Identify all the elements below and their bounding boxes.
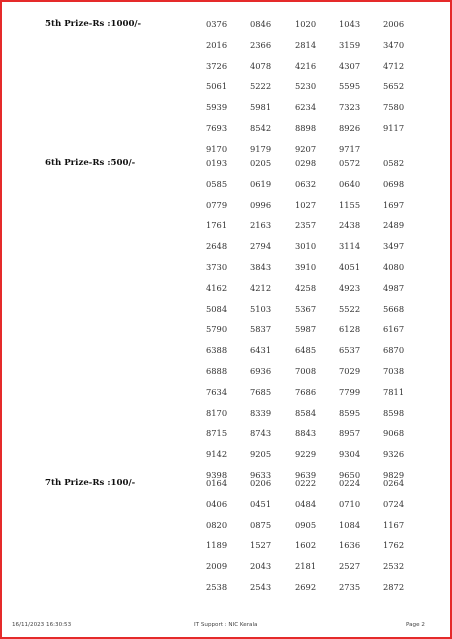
footer-timestamp: 16/11/2023 16:30:53 [12,622,72,628]
winning-number: 9068 [383,428,405,439]
winning-number: 5222 [250,81,272,92]
winning-number: 0820 [206,519,228,530]
number-row [2,345,450,365]
number-row [2,561,450,581]
winning-number: 0264 [383,478,405,488]
winning-number: 2543 [250,582,272,592]
winning-number: 0224 [339,478,361,488]
prize-title: 7th Prize-Rs :100/- [45,478,136,488]
winning-number: 3159 [339,39,361,50]
number-row [2,102,450,122]
winning-number: 3497 [383,241,405,252]
winning-number: 0724 [383,498,405,509]
winning-number: 5230 [295,81,317,92]
winning-number: 2794 [250,241,272,252]
winning-number: 0905 [295,519,317,530]
winning-number: 5103 [250,303,272,314]
winning-number: 7580 [383,102,405,113]
footer-page-number: Page 2 [406,622,425,628]
winning-number: 5367 [295,303,317,314]
winning-number: 3726 [206,60,228,71]
winning-number: 7634 [206,386,228,397]
winning-number: 3470 [383,39,405,50]
winning-number: 0406 [206,498,228,509]
number-row [2,158,450,178]
winning-number: 9142 [206,449,228,460]
winning-number: 4216 [295,60,317,71]
winning-number: 8542 [250,123,272,133]
winning-number: 9304 [339,449,361,460]
winning-number: 8595 [339,407,361,418]
winning-number: 1189 [206,540,228,551]
winning-number: 3910 [295,262,317,272]
winning-number: 0222 [295,478,317,488]
winning-number: 6870 [383,345,405,356]
winning-number: 0846 [250,19,272,29]
winning-number: 2006 [383,19,405,29]
winning-number: 8598 [383,407,405,418]
winning-number: 2357 [295,220,317,231]
winning-number: 2009 [206,561,228,572]
winning-number: 8957 [339,428,361,439]
number-row [2,304,450,324]
winning-number: 3843 [250,262,272,272]
number-row [2,540,450,560]
winning-number: 5061 [206,81,228,92]
winning-number: 2527 [339,561,361,572]
winning-number: 1761 [206,220,228,231]
winning-number: 2532 [383,561,405,572]
winning-number: 0632 [295,178,317,189]
number-row [2,408,450,428]
winning-number: 0640 [339,178,361,189]
winning-number: 7038 [383,366,405,376]
winning-number: 9650 [339,470,361,480]
winning-number: 6234 [295,102,317,113]
winning-number: 2648 [206,241,228,252]
winning-number: 8339 [250,407,272,418]
number-row [2,220,450,240]
winning-number: 6431 [250,345,272,356]
winning-number: 0710 [339,498,361,509]
winning-number: 6128 [339,324,361,335]
winning-number: 6936 [250,366,272,376]
winning-number: 0698 [383,178,405,189]
winning-number: 2489 [383,220,405,231]
winning-number: 0376 [206,19,228,29]
winning-number: 4712 [383,60,405,71]
number-row [2,499,450,519]
winning-number: 5790 [206,324,228,335]
number-row [2,520,450,540]
number-row [2,40,450,60]
winning-number: 8584 [295,407,317,418]
winning-number: 4051 [339,262,361,272]
number-row [2,283,450,303]
winning-number: 2538 [206,582,228,592]
winning-number: 0582 [383,158,405,168]
winning-number: 0451 [250,498,272,509]
number-row [2,387,450,407]
winning-number: 2163 [250,220,272,231]
winning-number: 0572 [339,158,361,168]
winning-number: 7008 [295,366,317,376]
winning-number: 5987 [295,324,317,335]
winning-number: 5522 [339,303,361,314]
winning-number: 2872 [383,582,405,592]
winning-number: 0779 [206,199,228,210]
winning-number: 6485 [295,345,317,356]
prize-title: 6th Prize-Rs :500/- [45,158,136,168]
winning-number: 8898 [295,123,317,133]
winning-number: 0298 [295,158,317,168]
winning-number: 7799 [339,386,361,397]
number-row [2,582,450,602]
winning-number: 2366 [250,39,272,50]
winning-number: 4212 [250,282,272,293]
winning-number: 9717 [339,143,361,154]
winning-number: 2735 [339,582,361,592]
winning-number: 0193 [206,158,228,168]
winning-number: 1027 [295,199,317,210]
winning-number: 9170 [206,143,228,154]
winning-number: 9829 [383,470,405,480]
winning-number: 7685 [250,386,272,397]
number-row [2,179,450,199]
winning-number: 9326 [383,449,405,460]
number-row [2,449,450,469]
winning-number: 0875 [250,519,272,530]
winning-number: 9398 [206,470,228,480]
winning-number: 0585 [206,178,228,189]
winning-number: 8715 [206,428,228,439]
winning-number: 7323 [339,102,361,113]
number-row [2,61,450,81]
prize-title: 5th Prize-Rs :1000/- [45,19,142,29]
winning-number: 0619 [250,178,272,189]
winning-number: 2043 [250,561,272,572]
winning-number: 4258 [295,282,317,293]
winning-number: 0206 [250,478,272,488]
winning-number: 2692 [295,582,317,592]
number-row [2,19,450,39]
number-row [2,262,450,282]
winning-number: 0996 [250,199,272,210]
winning-number: 7686 [295,386,317,397]
winning-number: 9117 [383,123,405,133]
winning-number: 1020 [295,19,317,29]
winning-number: 0164 [206,478,228,488]
winning-number: 9229 [295,449,317,460]
winning-number: 7693 [206,123,228,133]
winning-number: 4080 [383,262,405,272]
winning-number: 8926 [339,123,361,133]
winning-number: 5837 [250,324,272,335]
winning-number: 4307 [339,60,361,71]
winning-number: 1527 [250,540,272,551]
winning-number: 7811 [383,386,405,397]
winning-number: 1155 [339,199,361,210]
winning-number: 1762 [383,540,405,551]
winning-number: 6537 [339,345,361,356]
winning-number: 1167 [383,519,405,530]
winning-number: 4162 [206,282,228,293]
winning-number: 9179 [250,143,272,154]
winning-number: 8743 [250,428,272,439]
number-row [2,324,450,344]
number-row [2,428,450,448]
number-row [2,200,450,220]
winning-number: 4987 [383,282,405,293]
winning-number: 4078 [250,60,272,71]
winning-number: 1697 [383,199,405,210]
winning-number: 0484 [295,498,317,509]
winning-number: 5939 [206,102,228,113]
winning-number: 5981 [250,102,272,113]
winning-number: 9633 [250,470,272,480]
winning-number: 7029 [339,366,361,376]
winning-number: 3730 [206,262,228,272]
winning-number: 3010 [295,241,317,252]
winning-number: 9207 [295,143,317,154]
number-row [2,123,450,143]
winning-number: 9205 [250,449,272,460]
winning-number: 8170 [206,407,228,418]
number-row [2,81,450,101]
winning-number: 1636 [339,540,361,551]
winning-number: 2814 [295,39,317,50]
number-row [2,366,450,386]
winning-number: 5595 [339,81,361,92]
winning-number: 3114 [339,241,361,252]
winning-number: 2438 [339,220,361,231]
winning-number: 5668 [383,303,405,314]
winning-number: 1602 [295,540,317,551]
winning-number: 4923 [339,282,361,293]
winning-number: 2181 [295,561,317,572]
number-row [2,478,450,498]
winning-number: 1084 [339,519,361,530]
footer-support: IT Support : NIC Kerala [194,622,258,628]
winning-number: 1043 [339,19,361,29]
winning-number: 6167 [383,324,405,335]
number-row [2,241,450,261]
winning-number: 2016 [206,39,228,50]
winning-number: 0205 [250,158,272,168]
winning-number: 9639 [295,470,317,480]
winning-number: 6888 [206,366,228,376]
winning-number: 5084 [206,303,228,314]
winning-number: 8843 [295,428,317,439]
winning-number: 5652 [383,81,405,92]
winning-number: 6388 [206,345,228,356]
